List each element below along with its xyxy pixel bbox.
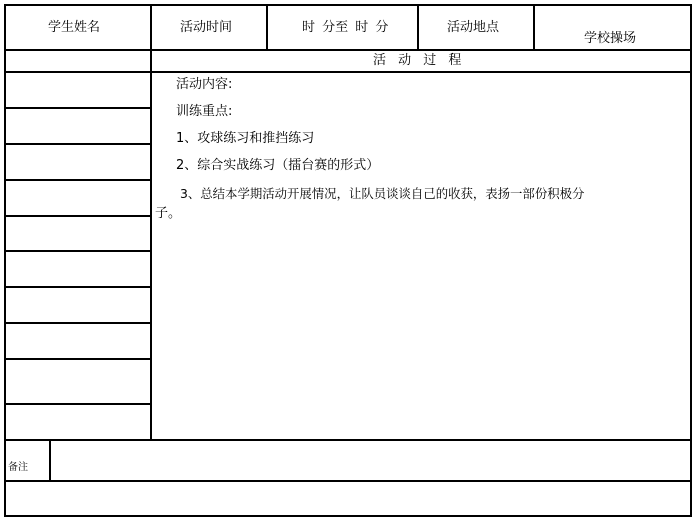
remarks-bottom-line [4, 480, 692, 482]
process-title: 活 动 过 程 [373, 53, 462, 68]
activity-time-label: 活动时间 [180, 20, 233, 35]
left-cell-line-6 [4, 286, 152, 288]
header-divider-1 [150, 4, 152, 441]
focus-label: 训练重点: [176, 104, 233, 119]
left-cell-line-7 [4, 322, 152, 324]
student-name-label: 学生姓名 [48, 20, 101, 35]
header-bottom-line [4, 49, 692, 51]
header-divider-3 [417, 4, 419, 51]
content-label: 活动内容: [176, 77, 233, 92]
content-item-1: 1、攻球练习和推挡练习 [176, 131, 315, 146]
left-cell-line-5 [4, 250, 152, 252]
left-cell-line-8 [4, 358, 152, 360]
process-title-bottom-line [4, 71, 692, 73]
left-cell-line-4 [4, 215, 152, 217]
content-item-3-line-1: 3、总结本学期活动开展情况，让队员谈谈自己的收获，表扬一部份积极分 [180, 186, 585, 201]
border-top [4, 4, 692, 6]
border-bottom [4, 515, 692, 517]
content-item-3-line-2: 子。 [155, 206, 182, 221]
activity-time-value: 时 分至 时 分 [302, 20, 389, 35]
remarks-divider [49, 439, 51, 482]
header-divider-2 [266, 4, 268, 51]
content-item-2: 2、综合实战练习（擂台赛的形式） [176, 158, 380, 173]
header-divider-4 [533, 4, 535, 51]
left-cell-line-1 [4, 107, 152, 109]
left-cell-line-9 [4, 403, 152, 405]
left-cell-line-2 [4, 143, 152, 145]
process-bottom-line [4, 439, 692, 441]
left-cell-line-3 [4, 179, 152, 181]
activity-place-value: 学校操场 [584, 31, 637, 46]
remarks-label: 备注 [8, 462, 28, 473]
activity-place-label: 活动地点 [447, 20, 500, 35]
